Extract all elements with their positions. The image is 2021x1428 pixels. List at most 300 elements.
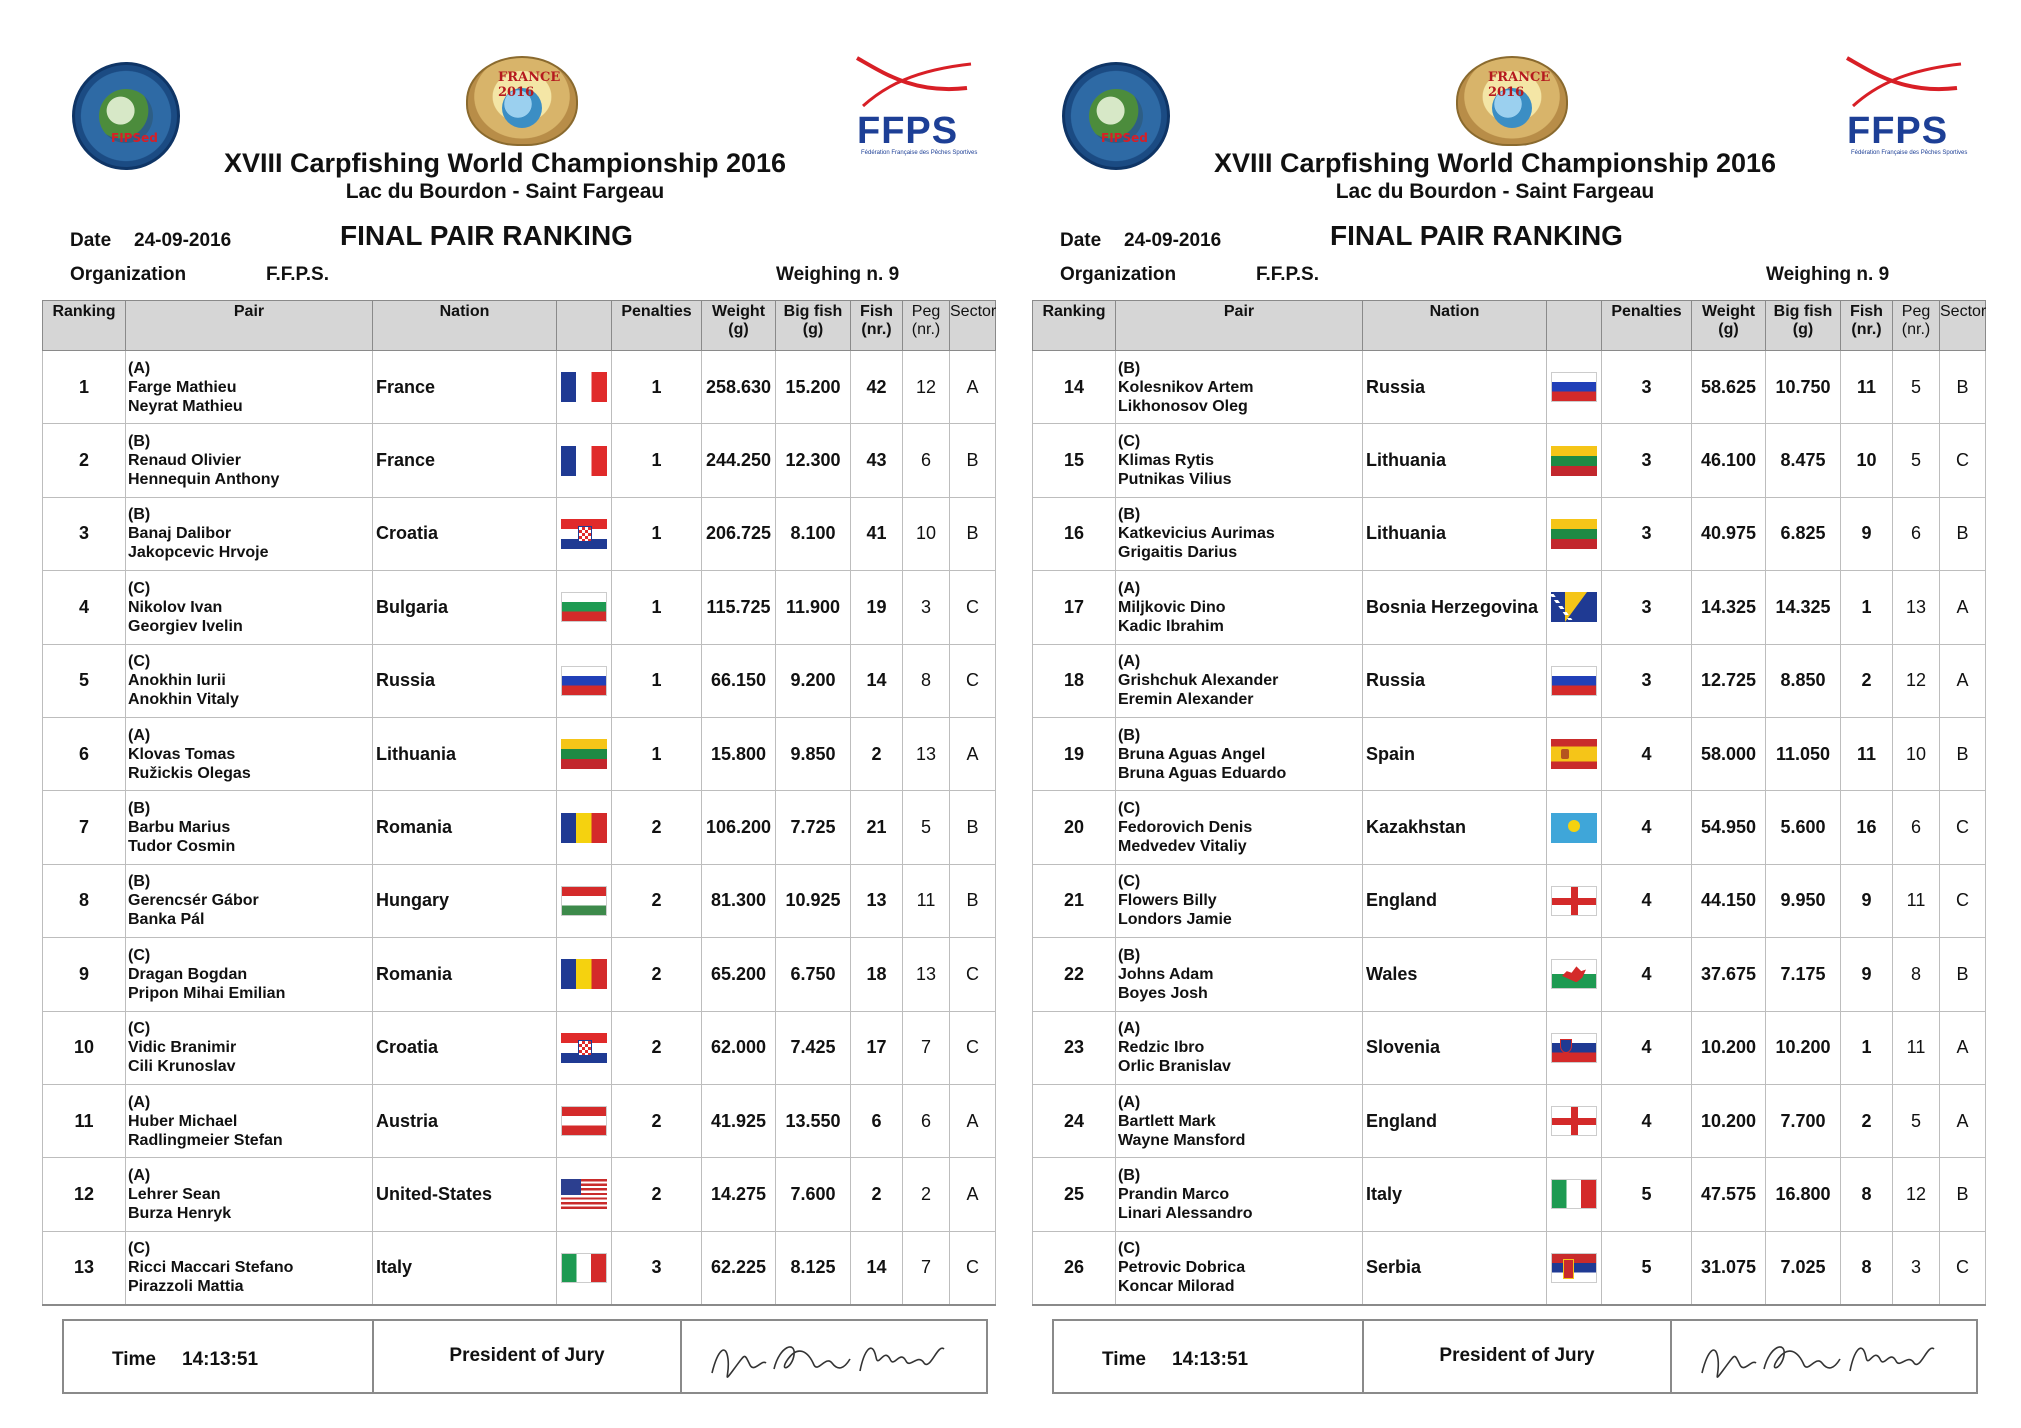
- nation-cell: Croatia: [373, 1011, 557, 1084]
- flag-cell: [1547, 864, 1602, 937]
- peg-cell: 11: [1893, 864, 1940, 937]
- peg-cell: 5: [903, 791, 950, 864]
- penalties-cell: 1: [612, 497, 702, 570]
- penalties-cell: 2: [612, 938, 702, 1011]
- flag-cell: [1547, 1084, 1602, 1157]
- bigfish-cell: 6.750: [776, 938, 851, 1011]
- nation-cell: Russia: [1363, 351, 1547, 424]
- nation-cell: Austria: [373, 1084, 557, 1157]
- flag-cell: [1547, 644, 1602, 717]
- rank-cell: 15: [1033, 424, 1116, 497]
- penalties-cell: 1: [612, 571, 702, 644]
- pair-member-2: Eremin Alexander: [1118, 691, 1254, 709]
- pair-cell: [1116, 864, 1363, 937]
- sector-cell: B: [1940, 497, 1986, 570]
- pair-member-2: Linari Alessandro: [1118, 1204, 1253, 1222]
- fish-cell: 14: [851, 644, 903, 717]
- pair-member-1: Renaud Olivier: [128, 452, 241, 470]
- pair-member-2: Banka Pál: [128, 911, 205, 929]
- ranking-table: [1032, 300, 1986, 1306]
- pair-group: (B): [1118, 1166, 1141, 1184]
- pair-group: (A): [1118, 653, 1141, 671]
- ranking-table-body: [1033, 351, 1986, 1305]
- pair-group: (C): [128, 653, 151, 671]
- sector-cell: A: [1940, 571, 1986, 644]
- bigfish-cell: 7.425: [776, 1011, 851, 1084]
- pair-member-1: Anokhin Iurii: [128, 672, 226, 690]
- president-of-jury-label: President of Jury: [1439, 1345, 1595, 1366]
- nation-cell: France: [373, 424, 557, 497]
- rank-cell: 8: [43, 864, 126, 937]
- peg-cell: 7: [903, 1231, 950, 1304]
- weight-cell: 58.000: [1692, 717, 1766, 790]
- bigfish-cell: 14.325: [1766, 571, 1841, 644]
- nation-cell: United-States: [373, 1158, 557, 1231]
- pair-member-1: Barbu Marius: [128, 819, 231, 837]
- pair-cell: [1116, 644, 1363, 717]
- fish-cell: 43: [851, 424, 903, 497]
- table-header-row: [43, 301, 996, 351]
- fish-cell: 1: [1841, 1011, 1893, 1084]
- penalties-cell: 2: [612, 864, 702, 937]
- header-fish: [1841, 301, 1893, 351]
- flag-cell: [557, 1158, 612, 1231]
- pair-group: (B): [1118, 506, 1141, 524]
- table-header-row: [1033, 301, 1986, 351]
- nation-cell: Bulgaria: [373, 571, 557, 644]
- penalties-cell: 4: [1602, 864, 1692, 937]
- penalties-cell: 3: [1602, 497, 1692, 570]
- pair-group: (C): [128, 1240, 151, 1258]
- nation-cell: Romania: [373, 791, 557, 864]
- pair-member-2: Londors Jamie: [1118, 911, 1232, 929]
- weight-cell: 81.300: [702, 864, 776, 937]
- sector-cell: A: [1940, 644, 1986, 717]
- pair-group: (C): [1118, 873, 1141, 891]
- penalties-cell: 4: [1602, 791, 1692, 864]
- penalties-cell: 3: [1602, 571, 1692, 644]
- pair-cell: [126, 1158, 373, 1231]
- pair-member-2: Medvedev Vitaliy: [1118, 838, 1247, 856]
- pair-member-1: Grishchuk Alexander: [1118, 672, 1279, 690]
- nation-cell: Bosnia Herzegovina: [1363, 571, 1547, 644]
- nation-cell: Lithuania: [373, 717, 557, 790]
- pair-member-1: Banaj Dalibor: [128, 525, 232, 543]
- header-weight-unit: (g): [1718, 321, 1739, 338]
- championship-title: XVIII Carpfishing World Championship 2016: [223, 148, 787, 178]
- pair-member-2: Pripon Mihai Emilian: [128, 984, 286, 1002]
- signature-image: [1694, 1329, 1954, 1389]
- flag-cell: [1547, 938, 1602, 1011]
- sector-cell: B: [950, 864, 996, 937]
- pair-cell: [1116, 351, 1363, 424]
- pair-group: (C): [1118, 800, 1141, 818]
- weight-cell: 115.725: [702, 571, 776, 644]
- table-row: [1033, 717, 1986, 790]
- fipsed-logo-text: FIPSed: [111, 131, 158, 145]
- table-row: [1033, 424, 1986, 497]
- pair-cell: [126, 497, 373, 570]
- rank-cell: 13: [43, 1231, 126, 1304]
- fish-cell: 2: [851, 717, 903, 790]
- penalties-cell: 1: [612, 351, 702, 424]
- sector-cell: C: [1940, 864, 1986, 937]
- pair-cell: [1116, 1084, 1363, 1157]
- nation-cell: Romania: [373, 938, 557, 1011]
- pair-member-1: Bartlett Mark: [1118, 1112, 1216, 1130]
- pair-member-2: Boyes Josh: [1118, 984, 1208, 1002]
- pair-cell: [126, 791, 373, 864]
- flag-cell: [557, 497, 612, 570]
- peg-cell: 13: [903, 938, 950, 1011]
- peg-cell: 2: [903, 1158, 950, 1231]
- pair-group: (A): [1118, 579, 1141, 597]
- pair-cell: [1116, 938, 1363, 1011]
- bigfish-cell: 8.100: [776, 497, 851, 570]
- table-row: [43, 424, 996, 497]
- flag-icon: [1551, 1033, 1597, 1063]
- ranking-table-body: [43, 351, 996, 1305]
- venue-title: Lac du Bourdon - Saint Fargeau: [345, 180, 665, 203]
- flag-icon: [1551, 666, 1597, 696]
- pair-member-1: Huber Michael: [128, 1112, 238, 1130]
- pair-member-1: Kolesnikov Artem: [1118, 378, 1254, 396]
- flag-cell: [1547, 1011, 1602, 1084]
- penalties-cell: 2: [612, 1158, 702, 1231]
- ffps-logo-subtitle: Fédération Française des Pêches Sportives: [1851, 150, 1968, 156]
- pair-group: (C): [1118, 433, 1141, 451]
- peg-cell: 5: [1893, 351, 1940, 424]
- pair-member-2: Ružickis Olegas: [128, 764, 251, 782]
- header-ranking: Ranking: [43, 301, 126, 351]
- nation-cell: Russia: [373, 644, 557, 717]
- header-weight-label: Weight: [1701, 303, 1756, 320]
- fish-cell: 9: [1841, 864, 1893, 937]
- pair-cell: [126, 938, 373, 1011]
- pair-cell: [1116, 497, 1363, 570]
- pair-cell: [126, 1084, 373, 1157]
- pair-member-1: Ricci Maccari Stefano: [128, 1259, 294, 1277]
- signature-image: [704, 1329, 964, 1389]
- header-peg-unit: (nr.): [911, 321, 941, 338]
- weight-cell: 54.950: [1692, 791, 1766, 864]
- bigfish-cell: 10.925: [776, 864, 851, 937]
- fish-cell: 9: [1841, 938, 1893, 1011]
- fish-cell: 21: [851, 791, 903, 864]
- france-2016-logo: [1456, 56, 1568, 146]
- france-2016-logo: [466, 56, 578, 146]
- weight-cell: 41.925: [702, 1084, 776, 1157]
- header-bigfish: [1766, 301, 1841, 351]
- fish-cell: 41: [851, 497, 903, 570]
- weight-cell: 14.275: [702, 1158, 776, 1231]
- flag-icon: [1551, 372, 1597, 402]
- fish-cell: 17: [851, 1011, 903, 1084]
- penalties-cell: 3: [1602, 351, 1692, 424]
- weight-cell: 66.150: [702, 644, 776, 717]
- weight-cell: 62.000: [702, 1011, 776, 1084]
- organization-value: F.F.P.S.: [1256, 264, 1320, 285]
- table-row: [43, 571, 996, 644]
- date-value: 24-09-2016: [134, 230, 232, 251]
- weight-cell: 37.675: [1692, 938, 1766, 1011]
- pair-member-1: Petrovic Dobrica: [1118, 1259, 1246, 1277]
- bigfish-cell: 7.700: [1766, 1084, 1841, 1157]
- sector-cell: B: [1940, 717, 1986, 790]
- pair-member-1: Katkevicius Aurimas: [1118, 525, 1275, 543]
- sector-cell: B: [950, 424, 996, 497]
- pair-group: (C): [128, 579, 151, 597]
- bigfish-cell: 8.125: [776, 1231, 851, 1304]
- pair-cell: [126, 424, 373, 497]
- pair-cell: [1116, 717, 1363, 790]
- header-weight: [702, 301, 776, 351]
- peg-cell: 5: [1893, 1084, 1940, 1157]
- bigfish-cell: 7.725: [776, 791, 851, 864]
- peg-cell: 13: [903, 717, 950, 790]
- sector-cell: B: [1940, 351, 1986, 424]
- penalties-cell: 4: [1602, 717, 1692, 790]
- bigfish-cell: 7.025: [1766, 1231, 1841, 1304]
- peg-cell: 7: [903, 1011, 950, 1084]
- rank-cell: 22: [1033, 938, 1116, 1011]
- rank-cell: 5: [43, 644, 126, 717]
- nation-cell: Spain: [1363, 717, 1547, 790]
- weight-cell: 206.725: [702, 497, 776, 570]
- weighing-label: Weighing n. 9: [1766, 264, 1890, 285]
- peg-cell: 10: [903, 497, 950, 570]
- pair-member-1: Klimas Rytis: [1118, 452, 1215, 470]
- rank-cell: 6: [43, 717, 126, 790]
- peg-cell: 8: [1893, 938, 1940, 1011]
- rank-cell: 11: [43, 1084, 126, 1157]
- pair-member-2: Anokhin Vitaly: [128, 691, 239, 709]
- pair-member-2: Tudor Cosmin: [128, 838, 236, 856]
- pair-group: (B): [128, 433, 151, 451]
- fish-cell: 6: [851, 1084, 903, 1157]
- flag-icon: [561, 519, 607, 549]
- flag-icon: [1551, 592, 1597, 622]
- flag-cell: [557, 791, 612, 864]
- pair-group: (A): [128, 726, 151, 744]
- sector-cell: A: [950, 351, 996, 424]
- organization-label: Organization: [1060, 264, 1177, 285]
- time-value: 14:13:51: [182, 1349, 259, 1370]
- pair-member-1: Dragan Bogdan: [128, 965, 248, 983]
- weight-cell: 58.625: [1692, 351, 1766, 424]
- sector-cell: B: [1940, 1158, 1986, 1231]
- ranking-sheet-right: [990, 0, 2000, 1428]
- flag-cell: [557, 864, 612, 937]
- table-row: [43, 938, 996, 1011]
- fish-cell: 11: [1841, 717, 1893, 790]
- pair-member-1: Johns Adam: [1118, 965, 1214, 983]
- peg-cell: 11: [1893, 1011, 1940, 1084]
- table-row: [1033, 571, 1986, 644]
- france-logo-text: FRANCE 2016: [498, 70, 561, 100]
- time-cell: [64, 1321, 374, 1392]
- sector-cell: C: [950, 644, 996, 717]
- rank-cell: 3: [43, 497, 126, 570]
- ffps-logo-text: FFPS: [1847, 110, 1949, 152]
- header-sector: Sector: [1940, 301, 1986, 351]
- table-row: [43, 791, 996, 864]
- fish-cell: 1: [1841, 571, 1893, 644]
- bigfish-cell: 16.800: [1766, 1158, 1841, 1231]
- pair-member-2: Likhonosov Oleg: [1118, 397, 1248, 415]
- flag-cell: [557, 1231, 612, 1304]
- peg-cell: 6: [903, 1084, 950, 1157]
- rank-cell: 17: [1033, 571, 1116, 644]
- fish-cell: 2: [1841, 644, 1893, 717]
- weight-cell: 14.325: [1692, 571, 1766, 644]
- weight-cell: 258.630: [702, 351, 776, 424]
- pair-member-2: Jakopcevic Hrvoje: [128, 544, 269, 562]
- sector-cell: A: [1940, 1084, 1986, 1157]
- time-label: Time: [112, 1349, 157, 1370]
- nation-cell: Italy: [373, 1231, 557, 1304]
- flag-icon: [1551, 446, 1597, 476]
- nation-cell: Wales: [1363, 938, 1547, 1011]
- peg-cell: 5: [1893, 424, 1940, 497]
- penalties-cell: 2: [612, 1084, 702, 1157]
- pair-group: (A): [128, 1093, 151, 1111]
- bigfish-cell: 11.900: [776, 571, 851, 644]
- pair-member-1: Flowers Billy: [1118, 892, 1217, 910]
- flag-cell: [557, 351, 612, 424]
- pair-group: (A): [128, 1166, 151, 1184]
- penalties-cell: 4: [1602, 938, 1692, 1011]
- nation-cell: Hungary: [373, 864, 557, 937]
- pair-cell: [1116, 1011, 1363, 1084]
- sector-cell: A: [1940, 1011, 1986, 1084]
- pair-member-1: Fedorovich Denis: [1118, 819, 1253, 837]
- table-row: [1033, 1158, 1986, 1231]
- peg-cell: 8: [903, 644, 950, 717]
- rank-cell: 16: [1033, 497, 1116, 570]
- rank-cell: 23: [1033, 1011, 1116, 1084]
- header-fish-label: Fish: [1850, 303, 1883, 320]
- table-row: [43, 1011, 996, 1084]
- sector-cell: C: [1940, 791, 1986, 864]
- header-pair: Pair: [1116, 301, 1363, 351]
- nation-cell: Kazakhstan: [1363, 791, 1547, 864]
- header-penalties: Penalties: [612, 301, 702, 351]
- organization-value: F.F.P.S.: [266, 264, 330, 285]
- nation-cell: Croatia: [373, 497, 557, 570]
- bigfish-cell: 13.550: [776, 1084, 851, 1157]
- nation-cell: Serbia: [1363, 1231, 1547, 1304]
- bigfish-cell: 11.050: [1766, 717, 1841, 790]
- table-row: [43, 351, 996, 424]
- pair-group: (B): [128, 800, 151, 818]
- header-flag: [1547, 301, 1602, 351]
- pair-member-2: Wayne Mansford: [1118, 1131, 1246, 1149]
- peg-cell: 6: [903, 424, 950, 497]
- pair-member-2: Neyrat Mathieu: [128, 397, 243, 415]
- sector-cell: C: [950, 1011, 996, 1084]
- header-weight: [1692, 301, 1766, 351]
- pair-member-1: Miljkovic Dino: [1118, 598, 1226, 616]
- fish-cell: 14: [851, 1231, 903, 1304]
- france-logo-text: FRANCE 2016: [1488, 70, 1551, 100]
- pair-member-1: Lehrer Sean: [128, 1185, 221, 1203]
- weight-cell: 12.725: [1692, 644, 1766, 717]
- sector-cell: A: [950, 717, 996, 790]
- table-row: [43, 864, 996, 937]
- time-value: 14:13:51: [1172, 1349, 1249, 1370]
- header-peg: [1893, 301, 1940, 351]
- table-row: [1033, 351, 1986, 424]
- pair-member-1: Redzic Ibro: [1118, 1039, 1205, 1057]
- pair-member-2: Bruna Aguas Eduardo: [1118, 764, 1287, 782]
- ffps-logo-text: FFPS: [857, 110, 959, 152]
- table-row: [1033, 644, 1986, 717]
- venue-title: Lac du Bourdon - Saint Fargeau: [1335, 180, 1655, 203]
- fish-cell: 19: [851, 571, 903, 644]
- penalties-cell: 5: [1602, 1231, 1692, 1304]
- flag-icon: [561, 1033, 607, 1063]
- ranking-title: FINAL PAIR RANKING: [340, 220, 633, 251]
- date-value: 24-09-2016: [1124, 230, 1222, 251]
- header-fish-unit: (nr.): [1851, 321, 1882, 338]
- championship-title: XVIII Carpfishing World Championship 2016: [1213, 148, 1777, 178]
- pair-group: (C): [128, 1020, 151, 1038]
- peg-cell: 6: [1893, 791, 1940, 864]
- weight-cell: 46.100: [1692, 424, 1766, 497]
- sector-cell: C: [1940, 424, 1986, 497]
- flag-icon: [1551, 519, 1597, 549]
- header-nation: Nation: [1363, 301, 1547, 351]
- penalties-cell: 3: [1602, 644, 1692, 717]
- penalties-cell: 1: [612, 424, 702, 497]
- flag-cell: [1547, 571, 1602, 644]
- penalties-cell: 3: [1602, 424, 1692, 497]
- flag-icon: [561, 959, 607, 989]
- weight-cell: 65.200: [702, 938, 776, 1011]
- table-row: [1033, 1011, 1986, 1084]
- flag-icon: [561, 1253, 607, 1283]
- pair-group: (B): [128, 873, 151, 891]
- sector-cell: C: [950, 571, 996, 644]
- sector-cell: C: [950, 938, 996, 1011]
- nation-cell: Lithuania: [1363, 497, 1547, 570]
- header-fish-label: Fish: [860, 303, 893, 320]
- flag-cell: [557, 644, 612, 717]
- pair-cell: [126, 1231, 373, 1304]
- penalties-cell: 1: [612, 644, 702, 717]
- bigfish-cell: 7.600: [776, 1158, 851, 1231]
- footer-box: [1052, 1319, 1978, 1394]
- table-row: [1033, 791, 1986, 864]
- pair-member-2: Cili Krunoslav: [128, 1058, 236, 1076]
- flag-cell: [557, 1011, 612, 1084]
- pair-group: (B): [128, 506, 151, 524]
- peg-cell: 13: [1893, 571, 1940, 644]
- nation-cell: Slovenia: [1363, 1011, 1547, 1084]
- flag-cell: [557, 1084, 612, 1157]
- bigfish-cell: 10.200: [1766, 1011, 1841, 1084]
- time-label: Time: [1102, 1349, 1147, 1370]
- flag-icon: [561, 592, 607, 622]
- pair-cell: [126, 717, 373, 790]
- weight-cell: 40.975: [1692, 497, 1766, 570]
- pair-group: (C): [128, 946, 151, 964]
- pair-member-2: Kadic Ibrahim: [1118, 617, 1224, 635]
- weight-cell: 62.225: [702, 1231, 776, 1304]
- sector-cell: C: [950, 1231, 996, 1304]
- pair-member-1: Bruna Aguas Angel: [1118, 745, 1266, 763]
